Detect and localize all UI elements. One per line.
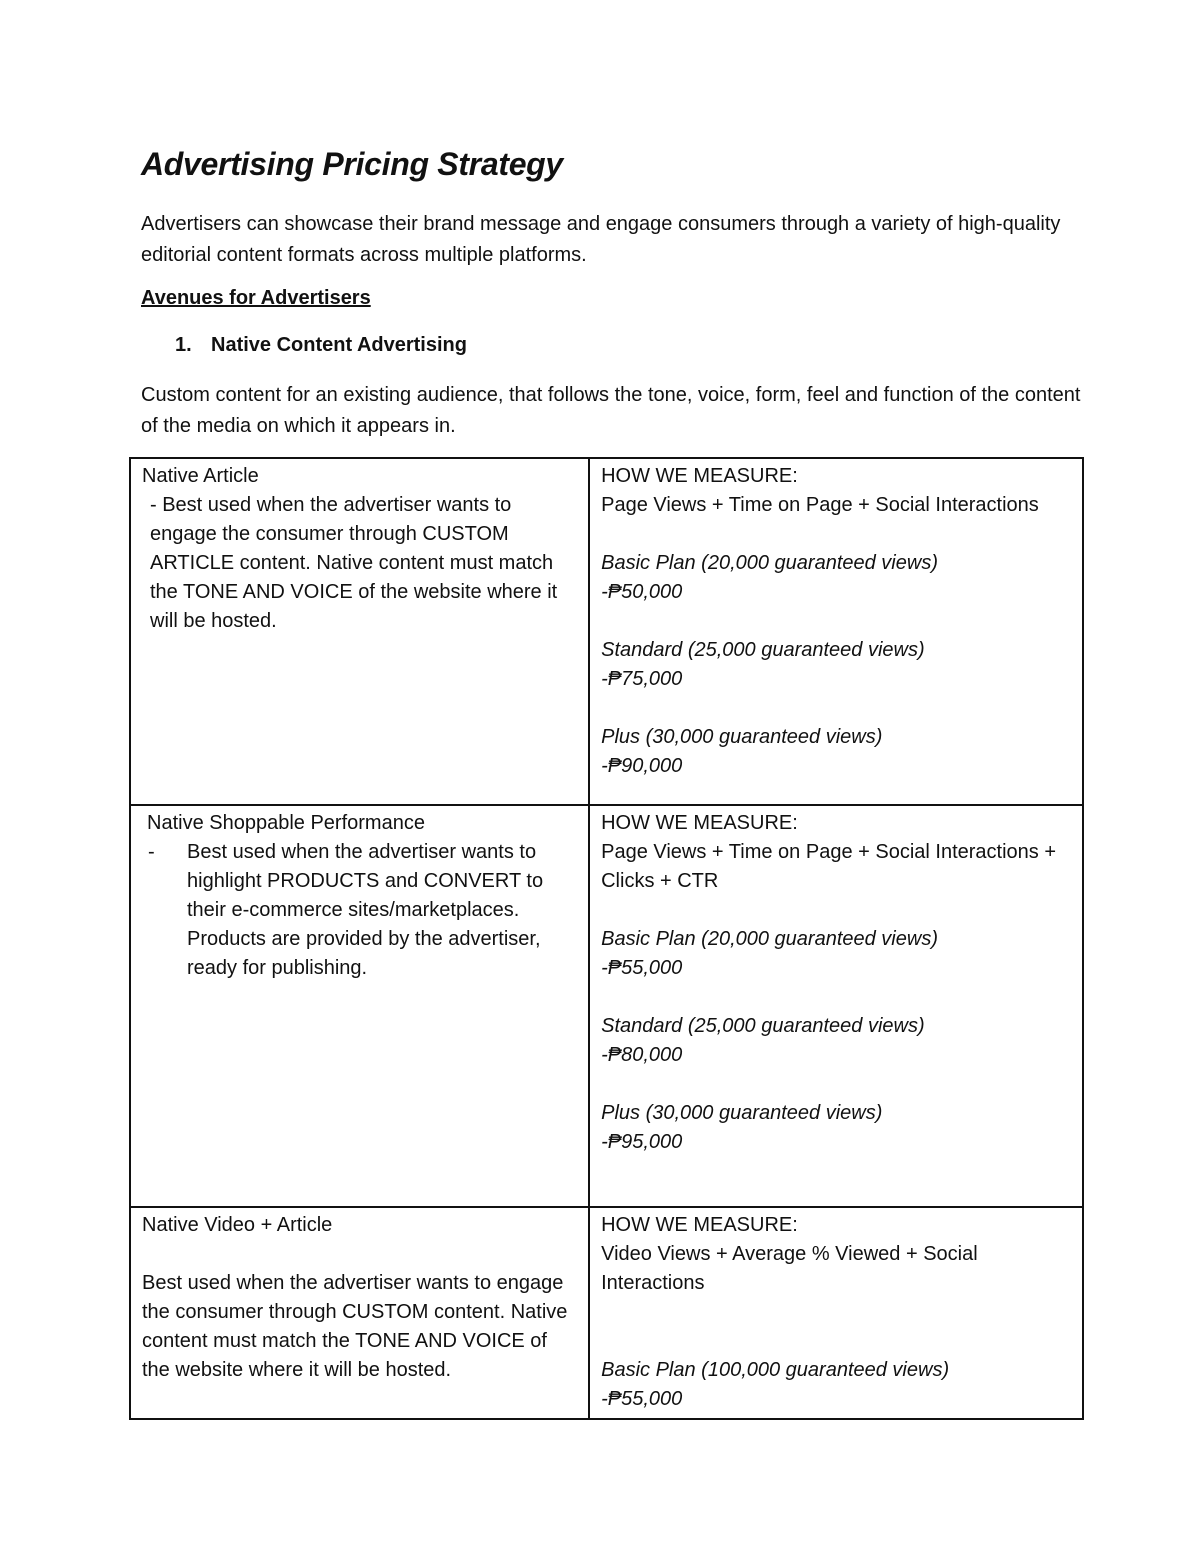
- list-item-heading: [175, 334, 467, 357]
- list-item-number: 1.: [175, 334, 192, 356]
- product-name: Native Video + Article: [142, 1214, 333, 1236]
- document-title: Advertising Pricing Strategy: [141, 146, 563, 182]
- product-cell: [130, 805, 589, 1207]
- pricing-cell: [589, 458, 1083, 805]
- measure-label: HOW WE MEASURE:: [601, 1214, 798, 1236]
- product-detail: Best used when the advertiser wants to engage the consumer through CUSTOM content. Native content must match the TONE AND VOICE of the website where it will be hosted.: [142, 1272, 568, 1381]
- product-name: Native Article: [142, 465, 259, 487]
- plan-name: Basic Plan (100,000 guaranteed views): [601, 1359, 950, 1381]
- product-detail: - Best used when the advertiser wants to engage the consumer through CUSTOM ARTICLE content. Native content must match the TONE AND VOICE of the website where it will be hosted.: [150, 494, 558, 632]
- measure-metrics: Video Views + Average % Viewed + Social Interactions: [601, 1243, 978, 1294]
- plan-name: Plus (30,000 guaranteed views): [601, 726, 883, 748]
- measure-label: HOW WE MEASURE:: [601, 465, 798, 487]
- measure-metrics: Page Views + Time on Page + Social Interactions + Clicks + CTR: [601, 841, 1057, 892]
- table-row: [130, 458, 1083, 805]
- product-detail-item: [142, 838, 578, 983]
- description-paragraph: Custom content for an existing audience, that follows the tone, voice, form, feel and function of the content of the media on which it appears in.: [141, 384, 1081, 437]
- list-item-label: Native Content Advertising: [211, 334, 467, 356]
- pricing-table: [129, 457, 1084, 1420]
- measure-metrics: Page Views + Time on Page + Social Interactions: [601, 494, 1039, 516]
- pricing-cell: [589, 805, 1083, 1207]
- plan-price: -₱55,000: [601, 957, 683, 979]
- plan-price: -₱80,000: [601, 1044, 683, 1066]
- plan-price: -₱95,000: [601, 1131, 683, 1153]
- plan-price: -₱75,000: [601, 668, 683, 690]
- pricing-cell: [589, 1207, 1083, 1419]
- product-detail: Best used when the advertiser wants to highlight PRODUCTS and CONVERT to their e-commerce sites/marketplaces. Products are provided by the advertiser, ready for publishing.: [187, 841, 544, 979]
- product-cell: [130, 458, 589, 805]
- plan-price: -₱50,000: [601, 581, 683, 603]
- product-name: Native Shoppable Performance: [147, 812, 425, 834]
- bullet-dash: -: [148, 841, 155, 863]
- section-heading: Avenues for Advertisers: [141, 287, 371, 309]
- plan-price: -₱90,000: [601, 755, 683, 777]
- intro-paragraph: Advertisers can showcase their brand message and engage consumers through a variety of high-quality editorial content formats across multiple platforms.: [141, 213, 1061, 266]
- product-cell: [130, 1207, 589, 1419]
- plan-name: Standard (25,000 guaranteed views): [601, 1015, 925, 1037]
- table-row: [130, 805, 1083, 1207]
- plan-price: -₱55,000: [601, 1388, 683, 1410]
- plan-name: Plus (30,000 guaranteed views): [601, 1102, 883, 1124]
- table-row: [130, 1207, 1083, 1419]
- measure-label: HOW WE MEASURE:: [601, 812, 798, 834]
- plan-name: Basic Plan (20,000 guaranteed views): [601, 928, 938, 950]
- plan-name: Basic Plan (20,000 guaranteed views): [601, 552, 938, 574]
- plan-name: Standard (25,000 guaranteed views): [601, 639, 925, 661]
